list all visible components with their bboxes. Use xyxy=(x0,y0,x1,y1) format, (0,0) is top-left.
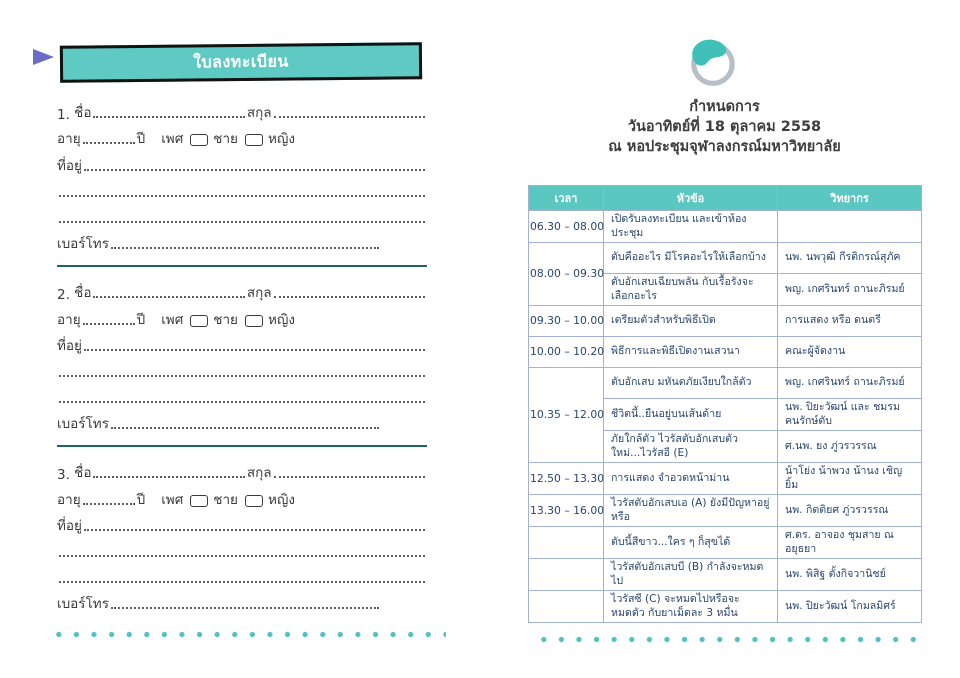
surname-fill-line xyxy=(274,476,425,478)
speaker-cell: พญ. เกศรินทร์ ถานะภิรมย์ xyxy=(778,368,922,399)
male-checkbox[interactable] xyxy=(190,495,208,507)
registrant-entry-2 xyxy=(57,280,427,437)
female-label: หญิง xyxy=(267,311,295,328)
age-label: อายุ xyxy=(57,311,81,328)
male-label: ชาย xyxy=(213,491,238,508)
schedule-table xyxy=(528,185,922,623)
table-row xyxy=(529,527,922,559)
topic-cell: การแสดง จำอวดหน้าม่าน xyxy=(604,463,778,495)
name-fill-line xyxy=(93,296,244,298)
schedule-venue: ณ หอประชุมจุฬาลงกรณ์มหาวิทยาลัย xyxy=(608,139,841,155)
age-gender-row xyxy=(57,306,427,332)
name-label: ชื่อ xyxy=(74,105,92,122)
speaker-cell: นพ. พิสิฐ ตั้งกิจวานิชย์ xyxy=(778,559,922,591)
speaker-cell: คณะผู้จัดงาน xyxy=(778,337,922,368)
address-extra-row xyxy=(57,359,427,385)
address-extra-row xyxy=(57,565,427,591)
surname-fill-line xyxy=(274,116,425,118)
time-cell: 12.50 – 13.30 xyxy=(529,463,604,495)
section-divider xyxy=(57,265,427,267)
address-fill-line xyxy=(84,529,425,531)
surname-label: สกุล xyxy=(246,465,272,482)
female-label: หญิง xyxy=(267,131,295,148)
phone-label: เบอร์โทร xyxy=(57,416,109,433)
time-cell xyxy=(529,559,604,591)
address-fill-line xyxy=(84,169,425,171)
entry-number: 3. xyxy=(57,467,75,484)
male-checkbox[interactable] xyxy=(190,134,208,146)
female-checkbox[interactable] xyxy=(245,134,263,146)
name-row xyxy=(57,100,427,126)
schedule-header xyxy=(528,97,921,157)
speaker-cell xyxy=(778,211,922,243)
address-row xyxy=(57,513,427,539)
entry-number: 1. xyxy=(57,107,75,124)
time-cell xyxy=(529,527,604,559)
name-row xyxy=(57,460,427,486)
name-fill-line xyxy=(93,476,244,478)
name-fill-line xyxy=(93,116,244,118)
entry-number: 2. xyxy=(57,287,75,304)
speaker-cell: ศ.นพ. ยง ภู่วรวรรณ xyxy=(778,431,922,463)
phone-label: เบอร์โทร xyxy=(57,596,109,613)
topic-cell: ตับอักเสบเฉียบพลัน กับเรื้อรังจะเลือกอะไร xyxy=(604,274,778,306)
surname-fill-line xyxy=(274,296,425,298)
topic-cell: ไวรัสตับอักเสบเอ (A) ยังมีปัญหาอยู่หรือ xyxy=(604,495,778,527)
topic-cell: เปิดรับลงทะเบียน และเข้าห้องประชุม xyxy=(604,211,778,243)
schedule-title: กำหนดการ xyxy=(689,99,760,115)
gender-label: เพศ xyxy=(161,491,184,508)
address-label: ที่อยู่ xyxy=(57,337,82,354)
age-gender-row xyxy=(57,486,427,512)
address-extra-row xyxy=(57,385,427,411)
topic-cell: ภัยใกล้ตัว ไวรัสตับอักเสบตัวใหม่...ไวรัสอี (E) xyxy=(604,431,778,463)
topic-cell: ไวรัสตับอักเสบบี (B) กำลังจะหมดไป xyxy=(604,559,778,591)
male-checkbox[interactable] xyxy=(190,315,208,327)
phone-fill-line xyxy=(111,247,379,249)
age-fill-line xyxy=(83,503,135,505)
time-cell: 13.30 – 16.00 xyxy=(529,495,604,527)
topic-cell: พิธีการและพิธีเปิดงานเสวนา xyxy=(604,337,778,368)
address-row xyxy=(57,333,427,359)
address-fill-line xyxy=(59,401,425,403)
male-label: ชาย xyxy=(213,311,238,328)
speaker-cell: การแสดง หรือ ดนตรี xyxy=(778,306,922,337)
age-fill-line xyxy=(83,323,135,325)
address-extra-row xyxy=(57,179,427,205)
topic-cell: ชีวิตนี้..ยืนอยู่บนเส้นด้าย xyxy=(604,399,778,431)
address-fill-line xyxy=(59,555,425,557)
phone-fill-line xyxy=(111,427,379,429)
speaker-cell: นพ. นพวุฒิ กีรติกรณ์สุภัค xyxy=(778,243,922,274)
address-extra-row xyxy=(57,539,427,565)
speaker-cell: นพ. กิตติยศ ภู่วรวรรณ xyxy=(778,495,922,527)
speaker-cell: นพ. ปิยะวัฒน์ และ ชมรมคนรักษ์ตับ xyxy=(778,399,922,431)
gender-label: เพศ xyxy=(161,311,184,328)
dotted-divider xyxy=(50,631,446,638)
table-row xyxy=(529,368,922,399)
registration-form xyxy=(57,100,427,617)
female-checkbox[interactable] xyxy=(245,495,263,507)
dotted-divider xyxy=(535,636,927,643)
time-cell: 10.00 – 10.20 xyxy=(529,337,604,368)
speaker-column-header: วิทยากร xyxy=(778,186,922,211)
address-fill-line xyxy=(84,349,425,351)
form-title: ใบลงทะเบียน xyxy=(193,51,289,72)
address-label: ที่อยู่ xyxy=(57,157,82,174)
time-cell: 08.00 – 09.30 xyxy=(529,243,604,306)
years-label: ปี xyxy=(136,311,146,328)
table-row xyxy=(529,211,922,243)
phone-row xyxy=(57,591,427,617)
bullet-arrow-icon xyxy=(33,49,54,65)
years-label: ปี xyxy=(136,491,146,508)
gender-label: เพศ xyxy=(161,131,184,148)
name-label: ชื่อ xyxy=(74,465,92,482)
phone-row xyxy=(57,411,427,437)
phone-label: เบอร์โทร xyxy=(57,236,109,253)
address-fill-line xyxy=(59,581,425,583)
address-row xyxy=(57,152,427,178)
liver-foundation-logo-icon xyxy=(686,34,740,88)
address-extra-row xyxy=(57,205,427,231)
speaker-cell: น้าโย่ง น้าพวง น้านง เชิญยิ้ม xyxy=(778,463,922,495)
time-cell: 09.30 – 10.00 xyxy=(529,306,604,337)
topic-cell: ตับคืออะไร มีโรคอะไรให้เลือกบ้าง xyxy=(604,243,778,274)
table-row xyxy=(529,591,922,623)
speaker-cell: พญ. เกศรินทร์ ถานะภิรมย์ xyxy=(778,274,922,306)
topic-cell: เตรียมตัวสำหรับพิธีเปิด xyxy=(604,306,778,337)
age-label: อายุ xyxy=(57,131,81,148)
phone-fill-line xyxy=(111,607,379,609)
speaker-cell: นพ. ปิยะวัฒน์ โกมลมิศร์ xyxy=(778,591,922,623)
topic-cell: ตับนี้สีขาว...ใคร ๆ ก็สุขได้ xyxy=(604,527,778,559)
time-cell: 10.35 – 12.00 xyxy=(529,368,604,463)
table-header-row xyxy=(529,186,922,211)
female-label: หญิง xyxy=(267,491,295,508)
registrant-entry-1 xyxy=(57,100,427,257)
registrant-entry-3 xyxy=(57,460,427,617)
form-title-banner xyxy=(60,42,422,82)
age-fill-line xyxy=(83,142,135,144)
speaker-cell: ศ.ดร. อาจอง ชุมสาย ณ อยุธยา xyxy=(778,527,922,559)
topic-cell: ตับอักเสบ มหันตภัยเงียบใกล้ตัว xyxy=(604,368,778,399)
table-row xyxy=(529,463,922,495)
table-row xyxy=(529,306,922,337)
age-label: อายุ xyxy=(57,491,81,508)
surname-label: สกุล xyxy=(246,105,272,122)
age-gender-row xyxy=(57,126,427,152)
address-label: ที่อยู่ xyxy=(57,517,82,534)
schedule-date: วันอาทิตย์ที่ 18 ตุลาคม 2558 xyxy=(627,119,822,135)
male-label: ชาย xyxy=(213,131,238,148)
table-row xyxy=(529,337,922,368)
phone-row xyxy=(57,231,427,257)
table-row xyxy=(529,495,922,527)
address-fill-line xyxy=(59,195,425,197)
topic-column-header: หัวข้อ xyxy=(604,186,778,211)
address-fill-line xyxy=(59,375,425,377)
time-cell: 06.30 – 08.00 xyxy=(529,211,604,243)
time-cell xyxy=(529,591,604,623)
years-label: ปี xyxy=(136,131,146,148)
surname-label: สกุล xyxy=(246,285,272,302)
table-row xyxy=(529,559,922,591)
name-label: ชื่อ xyxy=(74,285,92,302)
table-row xyxy=(529,243,922,274)
address-fill-line xyxy=(59,221,425,223)
topic-cell: ไวรัสซี (C) จะหมดไปหรือจะหมดตัว กับยาเม็ดละ 3 หมื่น xyxy=(604,591,778,623)
name-row xyxy=(57,280,427,306)
time-column-header: เวลา xyxy=(529,186,604,211)
female-checkbox[interactable] xyxy=(245,315,263,327)
section-divider xyxy=(57,445,427,447)
